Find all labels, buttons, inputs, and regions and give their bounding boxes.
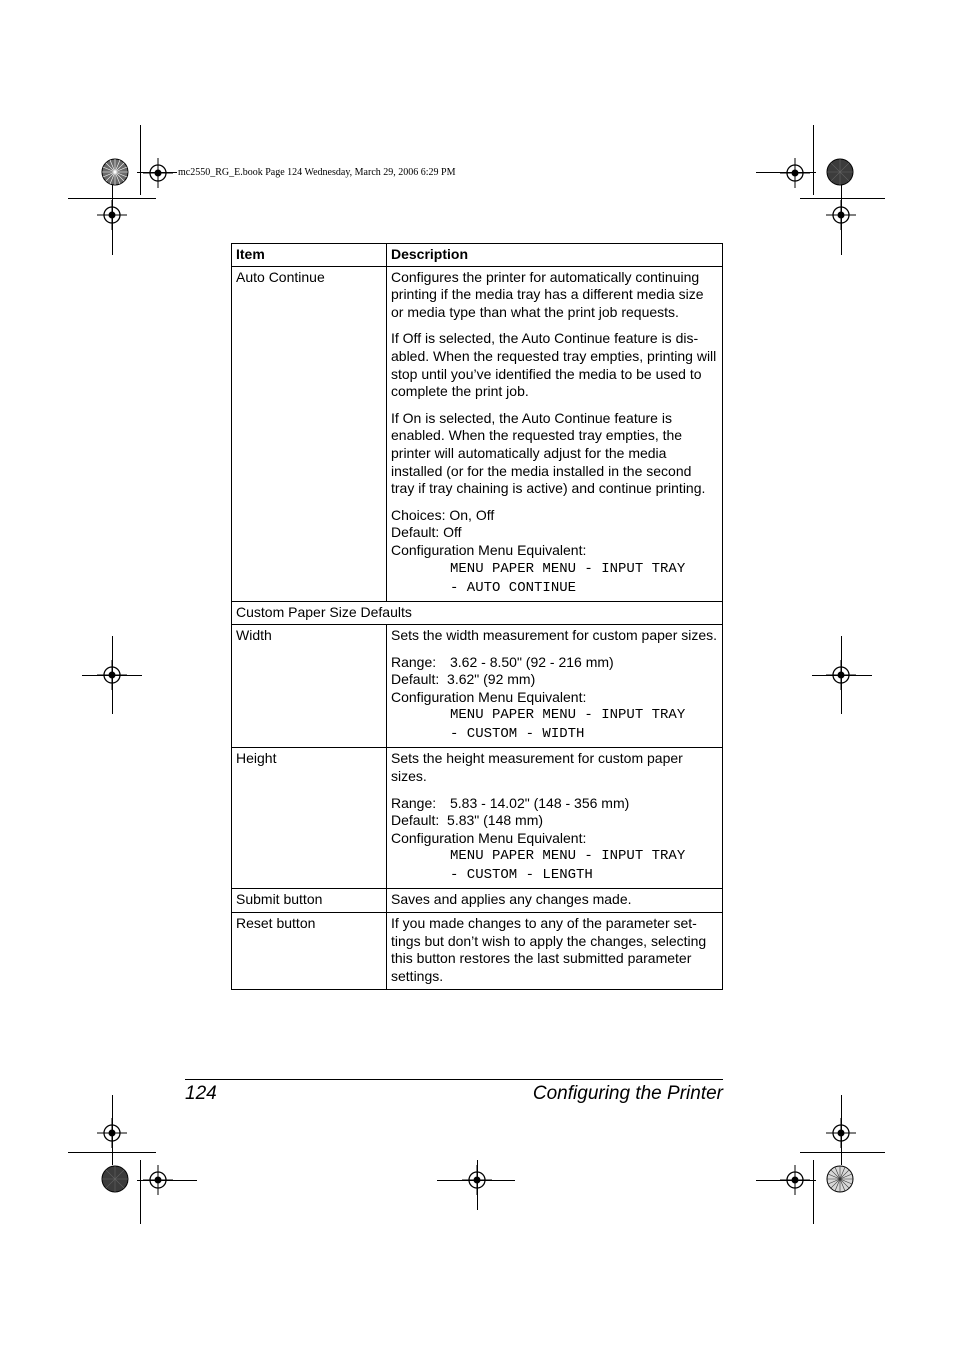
range-value: 5.83 - 14.02" (148 - 356 mm) (450, 794, 630, 811)
page-number: 124 (185, 1083, 217, 1104)
default-label: Default: (391, 671, 440, 688)
table-row (232, 266, 723, 601)
section-label: Custom Paper Size Defaults (232, 601, 723, 625)
description-cell: Saves and applies any changes made. (387, 889, 723, 913)
table-row (232, 625, 723, 748)
default-label: Default: (391, 812, 440, 829)
menu-path: MENU PAPER MENU - INPUT TRAY (450, 707, 686, 724)
config-label: Configuration Menu Equivalent: (391, 688, 587, 705)
table-row (232, 748, 723, 889)
color-registration-target-icon (826, 158, 854, 186)
color-registration-target-icon (101, 158, 129, 186)
menu-path: MENU PAPER MENU - INPUT TRAY (450, 560, 686, 577)
range-label: Range: (391, 653, 437, 670)
description-cell (387, 625, 723, 748)
range-label: Range: (391, 794, 437, 811)
print-header-info: mc2550_RG_E.book Page 124 Wednesday, March 29, 2006 6:29 PM (178, 167, 456, 178)
settings-table (231, 243, 723, 990)
range-value: 3.62 - 8.50" (92 - 216 mm) (450, 653, 614, 670)
item-cell: Submit button (232, 889, 387, 913)
description-paragraph: Configures the printer for automatically continuing printing if the media tray has a different media size or media type than what the print job requests. (391, 268, 704, 320)
choices-text: Choices: On, Off (391, 506, 495, 523)
registration-target-icon (826, 200, 856, 230)
default-value: 5.83" (148 mm) (447, 812, 544, 829)
registration-target-icon (780, 158, 810, 188)
menu-path: - CUSTOM - WIDTH (450, 726, 585, 743)
config-label: Configuration Menu Equivalent: (391, 829, 587, 846)
description-cell (387, 748, 723, 889)
column-header-description: Description (387, 244, 723, 267)
description-paragraph: Sets the width measurement for custom paper sizes. (391, 627, 718, 644)
default-text (391, 671, 718, 689)
registration-target-icon (826, 1118, 856, 1148)
description-paragraph: Sets the height measurement for custom paper sizes. (391, 750, 683, 785)
menu-path: MENU PAPER MENU - INPUT TRAY (450, 848, 686, 865)
description-paragraph: If Off is selected, the Auto Continue feature is dis-abled. When the requested tray empties, printing will stop until you’ve identified the media to be used to complete the print job. (391, 330, 717, 400)
registration-target-icon (97, 200, 127, 230)
table-section-row (232, 601, 723, 625)
footer-rule (185, 1079, 723, 1080)
range-text (391, 654, 718, 672)
table-row (232, 889, 723, 913)
menu-path: - CUSTOM - LENGTH (450, 867, 593, 884)
table-header-row (232, 244, 723, 267)
column-header-item: Item (232, 244, 387, 267)
config-label: Configuration Menu Equivalent: (391, 541, 587, 558)
chapter-title: Configuring the Printer (532, 1083, 723, 1104)
item-cell: Reset button (232, 913, 387, 990)
description-cell: If you made changes to any of the parameter set-tings but don’t wish to apply the changes, selecting this button restores the last submitted parameter settings. (387, 913, 723, 990)
default-text (391, 812, 718, 830)
registration-target-icon (97, 1118, 127, 1148)
color-registration-target-icon (101, 1165, 129, 1193)
table-row (232, 913, 723, 990)
registration-target-icon (143, 158, 173, 188)
item-cell: Auto Continue (232, 266, 387, 601)
range-text (391, 795, 718, 813)
description-paragraph: If On is selected, the Auto Continue feature is enabled. When the requested tray empties, the printer will automatically adjust for the media installed (or for the media installed in the second tray if tray chaining is active) and continue printing. (391, 409, 706, 497)
menu-path: - AUTO CONTINUE (450, 579, 577, 596)
item-cell: Width (232, 625, 387, 748)
color-registration-target-icon (826, 1165, 854, 1193)
default-text: Default: Off (391, 524, 462, 541)
default-value: 3.62" (92 mm) (447, 671, 536, 688)
item-cell: Height (232, 748, 387, 889)
description-cell (387, 266, 723, 601)
